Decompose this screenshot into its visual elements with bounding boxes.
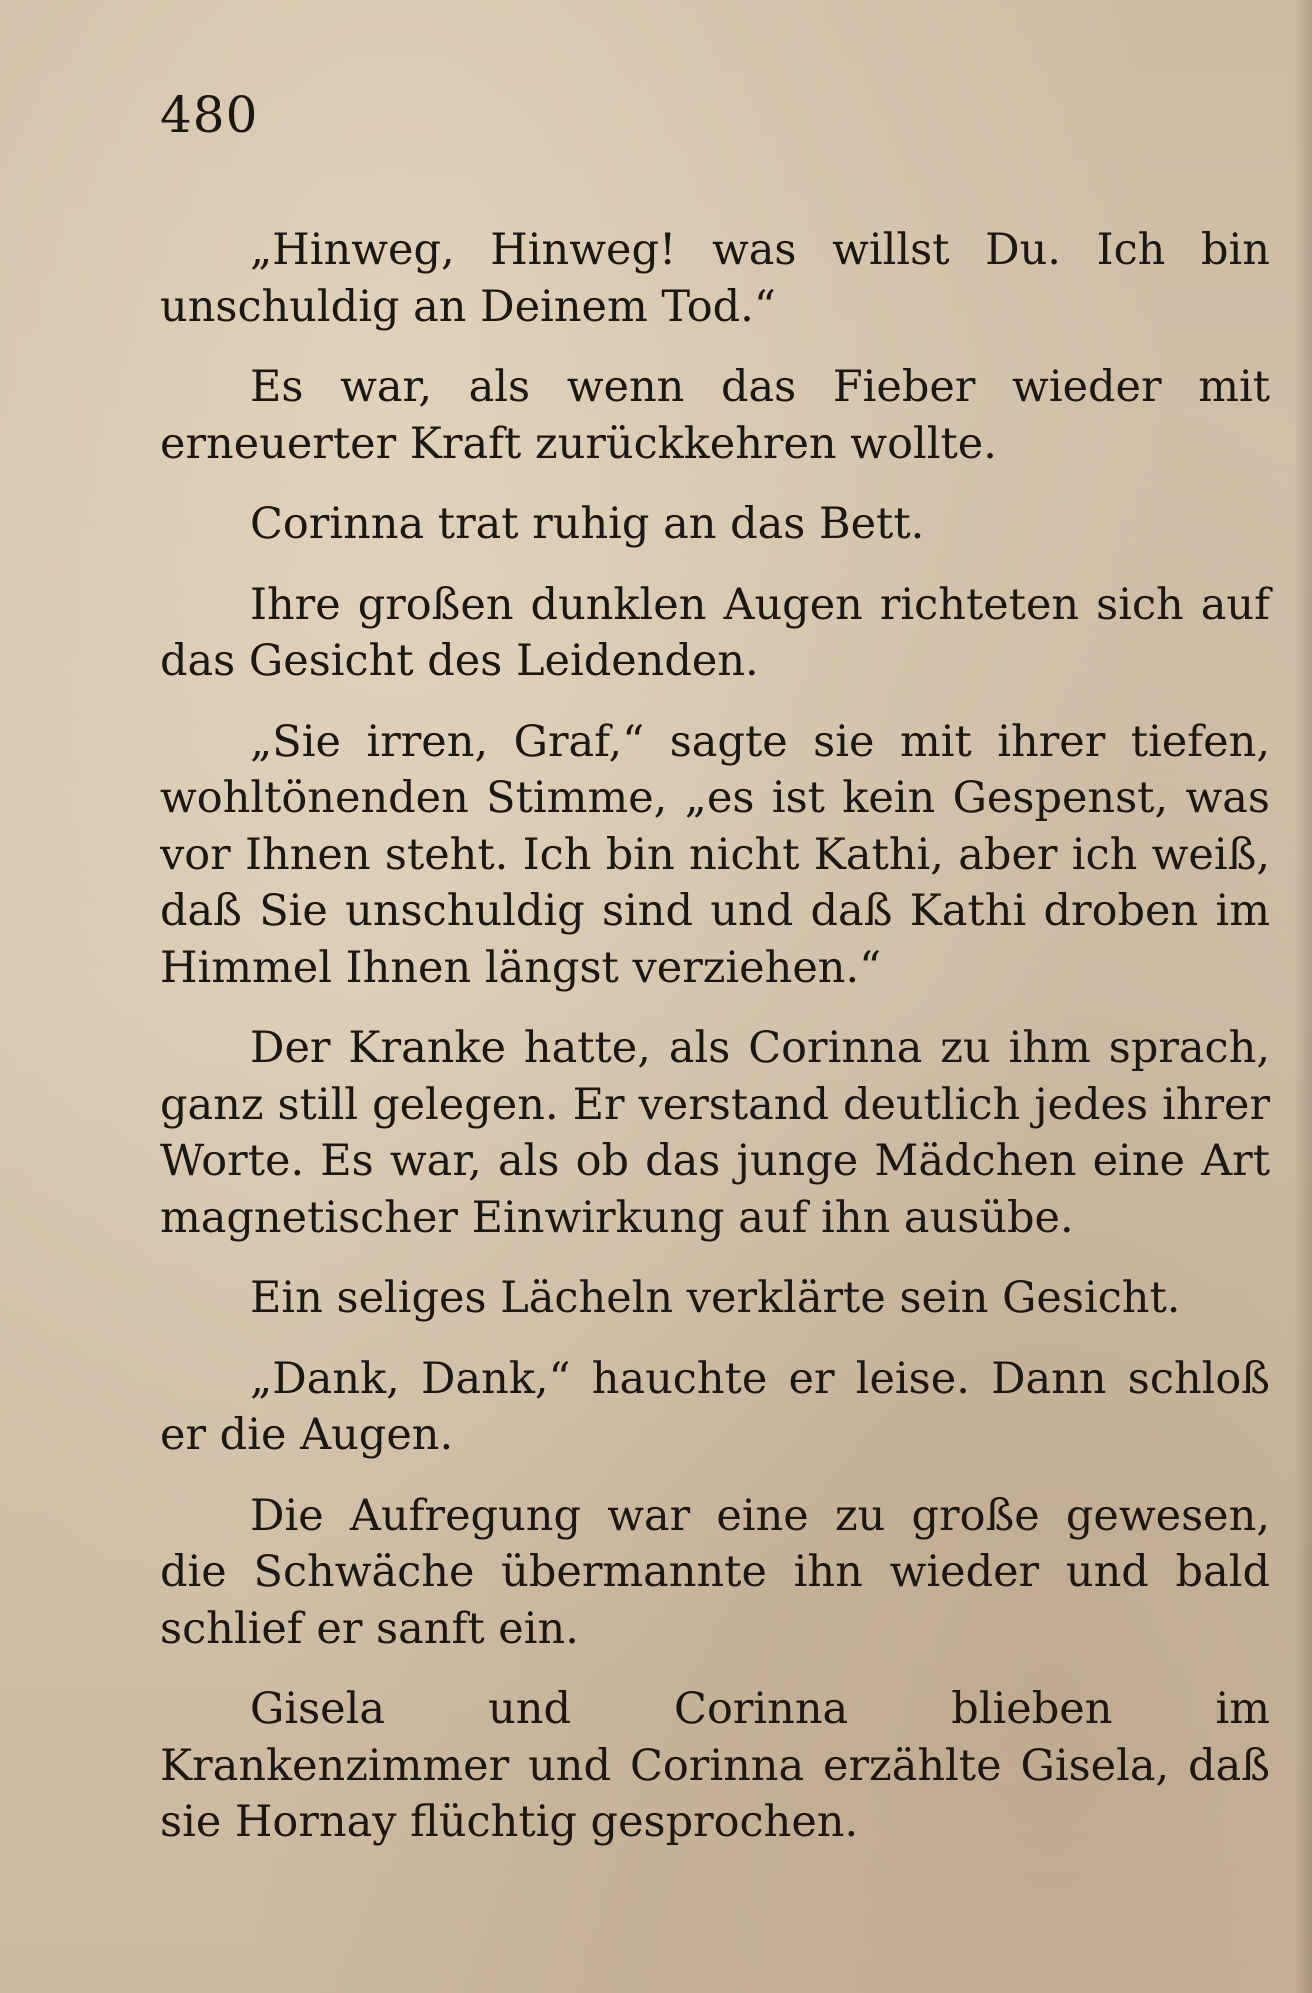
paragraph: Es war, als wenn das Fieber wieder mit erneuerter Kraft zurückkehren wollte. [160, 362, 1270, 469]
paragraph: Gisela und Corinna blieben im Krankenzimmer und Corinna erzählte Gisela, daß sie Hornay flüchtig gesprochen. [160, 1684, 1270, 1847]
paragraph: „Dank, Dank,“ hauchte er leise. Dann schloß er die Augen. [160, 1353, 1270, 1460]
body-text [160, 222, 1270, 1851]
page-number: 480 [160, 86, 259, 144]
paragraph: „Hinweg, Hinweg! was willst Du. Ich bin unschuldig an Deinem Tod.“ [160, 225, 1270, 332]
paragraph: „Sie irren, Graf,“ sagte sie mit ihrer tiefen, wohltönenden Stimme, „es ist kein Gespenst, was vor Ihnen steht. Ich bin nicht Kathi, aber ich weiß, daß Sie unschuldig sind und daß Kathi droben im Himmel Ihnen längst verziehen.“ [160, 716, 1270, 993]
paragraph: Der Kranke hatte, als Corinna zu ihm sprach, ganz still gelegen. Er verstand deutlich jedes ihrer Worte. Es war, als ob das junge Mädchen eine Art magnetischer Einwirkung auf ihn ausübe. [160, 1023, 1270, 1243]
paragraph: Die Aufregung war eine zu große gewesen, die Schwäche übermannte ihn wieder und bald schlief er sanft ein. [160, 1490, 1270, 1654]
paragraph: Ihre großen dunklen Augen richteten sich auf das Gesicht des Leidenden. [160, 579, 1270, 686]
paragraph: Ein seliges Lächeln verklärte sein Gesicht. [250, 1273, 1181, 1323]
paragraph: Corinna trat ruhig an das Bett. [250, 499, 925, 549]
page-edge-shadow [1294, 0, 1312, 1993]
